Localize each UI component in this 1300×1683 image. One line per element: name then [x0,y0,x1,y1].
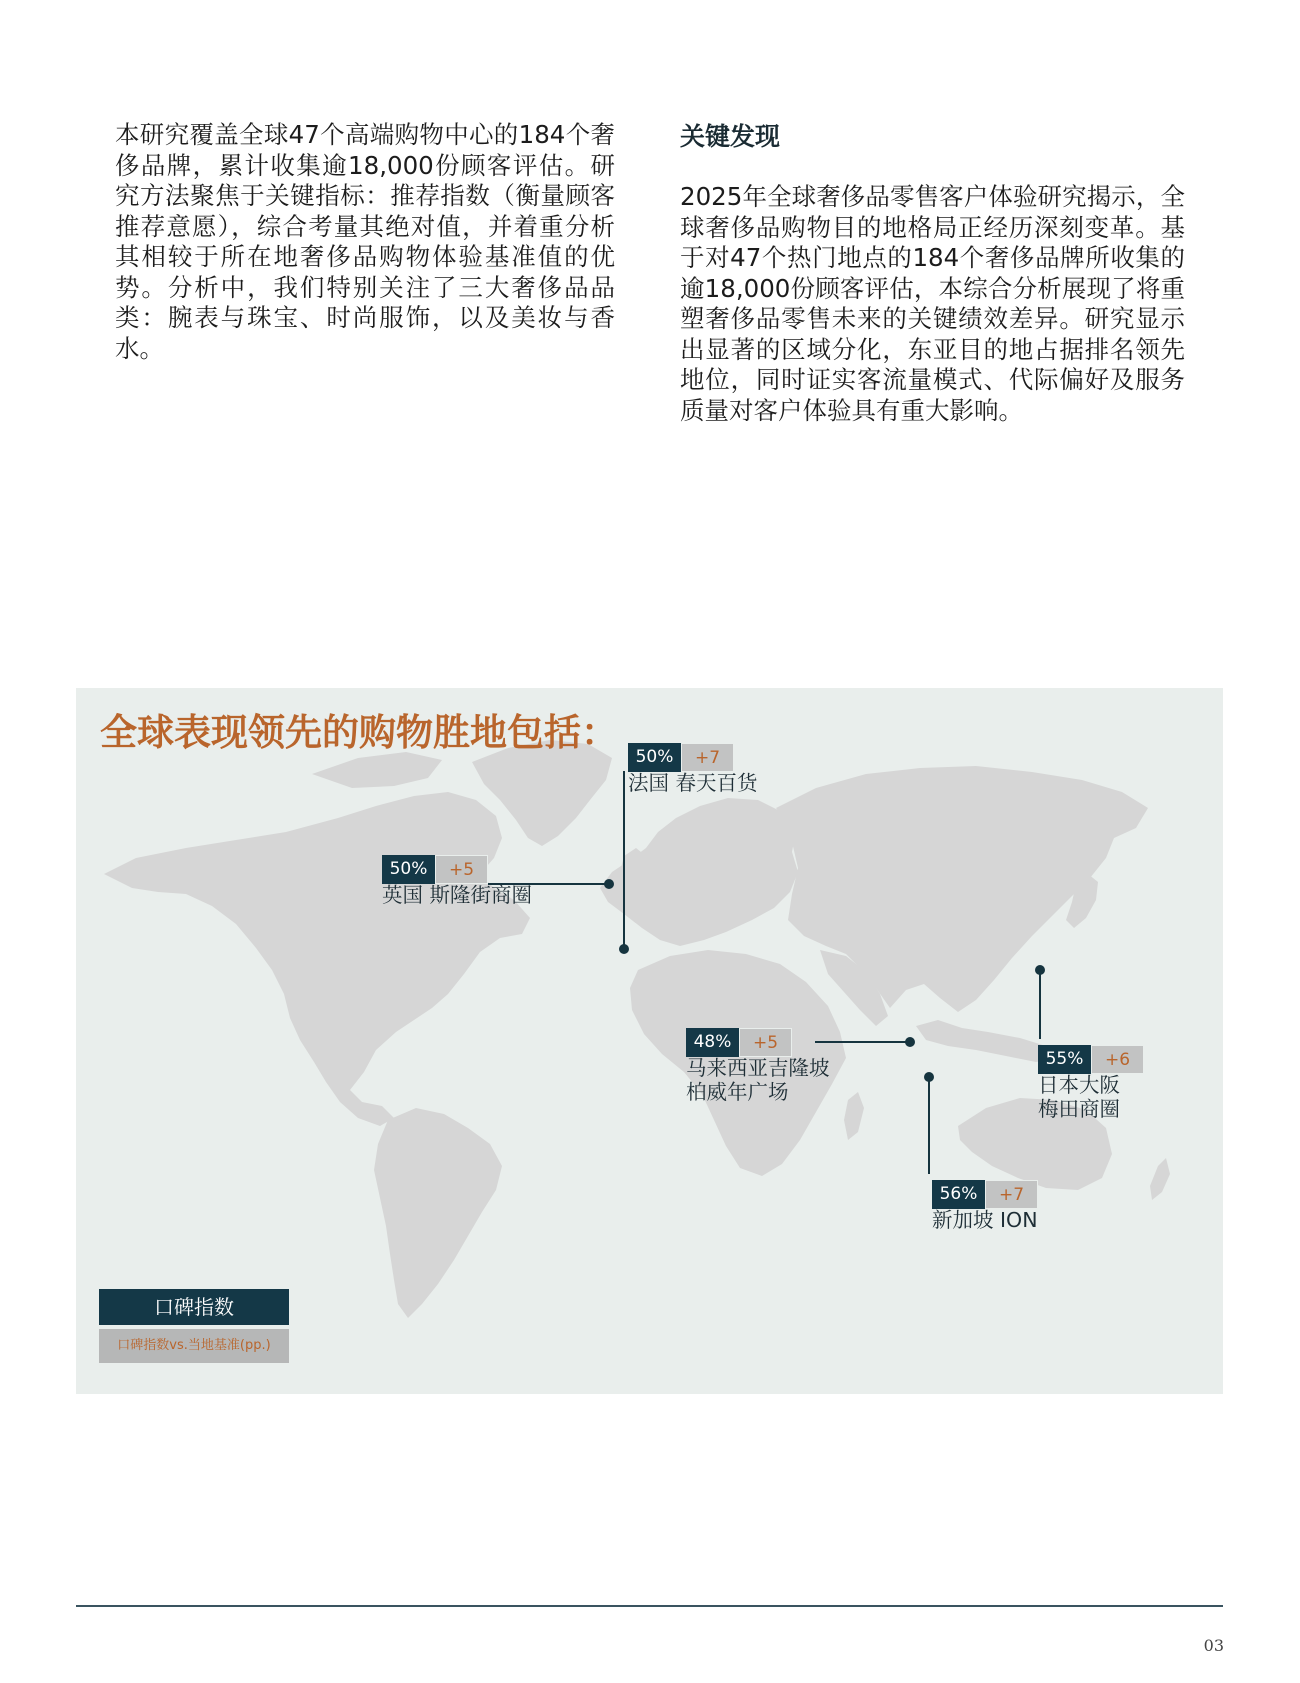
legend-nps: 口碑指数 [99,1289,289,1325]
callout-uk [382,855,532,908]
nps-score: 55% [1038,1045,1091,1074]
nps-delta: +6 [1091,1045,1144,1074]
destinations-map-panel [76,688,1223,1394]
callout-badge [932,1180,1038,1209]
marker-dot-singapore [924,1072,934,1082]
callout-badge [628,743,758,772]
landmass-north-america [104,792,533,1126]
key-findings-paragraph: 2025年全球奢侈品零售客户体验研究揭示，全球奢侈品购物目的地格局正经历深刻变革。基于对47个热门地点的184个奢侈品牌所收集的逾18,000份顾客评估，本综合分析展现了将重塑奢侈品零售未来的关键绩效差异。研究显示出显著的区域分化，东亚目的地占据排名领先地位，同时证实客流量模式、代际偏好及服务质量对客户体验具有重大影响。 [680,182,1185,425]
marker-dot-japan [1035,965,1045,975]
nps-delta: +5 [739,1028,792,1057]
nps-delta: +5 [435,855,488,884]
nps-delta: +7 [681,743,734,772]
map-legend [99,1289,289,1363]
footer-divider [76,1605,1223,1607]
callout-label-line2: 柏威年广场 [686,1079,789,1104]
marker-dot-france [619,944,629,954]
map-title: 全球表现领先的购物胜地包括： [100,711,618,754]
marker-dot-malaysia [905,1037,915,1047]
legend-nps-vs-benchmark: 口碑指数vs.当地基准(pp.) [99,1329,289,1363]
callout-singapore [932,1180,1038,1233]
nps-score: 50% [628,743,681,772]
landmass-new-zealand [1150,1158,1170,1200]
callout-france [628,743,758,796]
key-findings-heading: 关键发现 [680,122,781,151]
callout-label-line1: 马来西亚吉隆坡 [686,1056,830,1080]
callout-label-line2: 梅田商圈 [1038,1096,1120,1121]
nps-score: 48% [686,1028,739,1057]
callout-japan [1038,1045,1144,1121]
callout-badge [686,1028,830,1057]
intro-paragraph: 本研究覆盖全球47个高端购物中心的184个奢侈品牌，累计收集逾18,000份顾客评估。研究方法聚焦于关键指标：推荐指数（衡量顾客推荐意愿），综合考量其绝对值，并着重分析其相较于所在地奢侈品购物体验基准值的优势。分析中，我们特别关注了三大奢侈品品类：腕表与珠宝、时尚服饰，以及美妆与香水。 [115,120,615,363]
callout-malaysia [686,1028,830,1104]
landmass-madagascar [844,1092,864,1140]
nps-delta: +7 [985,1180,1038,1209]
landmass-south-america [374,1108,502,1318]
nps-score: 56% [932,1180,985,1209]
callout-badge [382,855,532,884]
callout-badge [1038,1045,1144,1074]
callout-label: 英国 斯隆街商圈 [382,883,533,907]
callout-label: 新加坡 ION [932,1208,1038,1232]
callout-label: 法国 春天百货 [628,771,758,795]
marker-dot-uk [604,879,614,889]
page-number: 03 [1203,1636,1224,1655]
callout-label-line1: 日本大阪 [1038,1073,1120,1097]
key-findings-section [680,120,1185,426]
nps-score: 50% [382,855,435,884]
